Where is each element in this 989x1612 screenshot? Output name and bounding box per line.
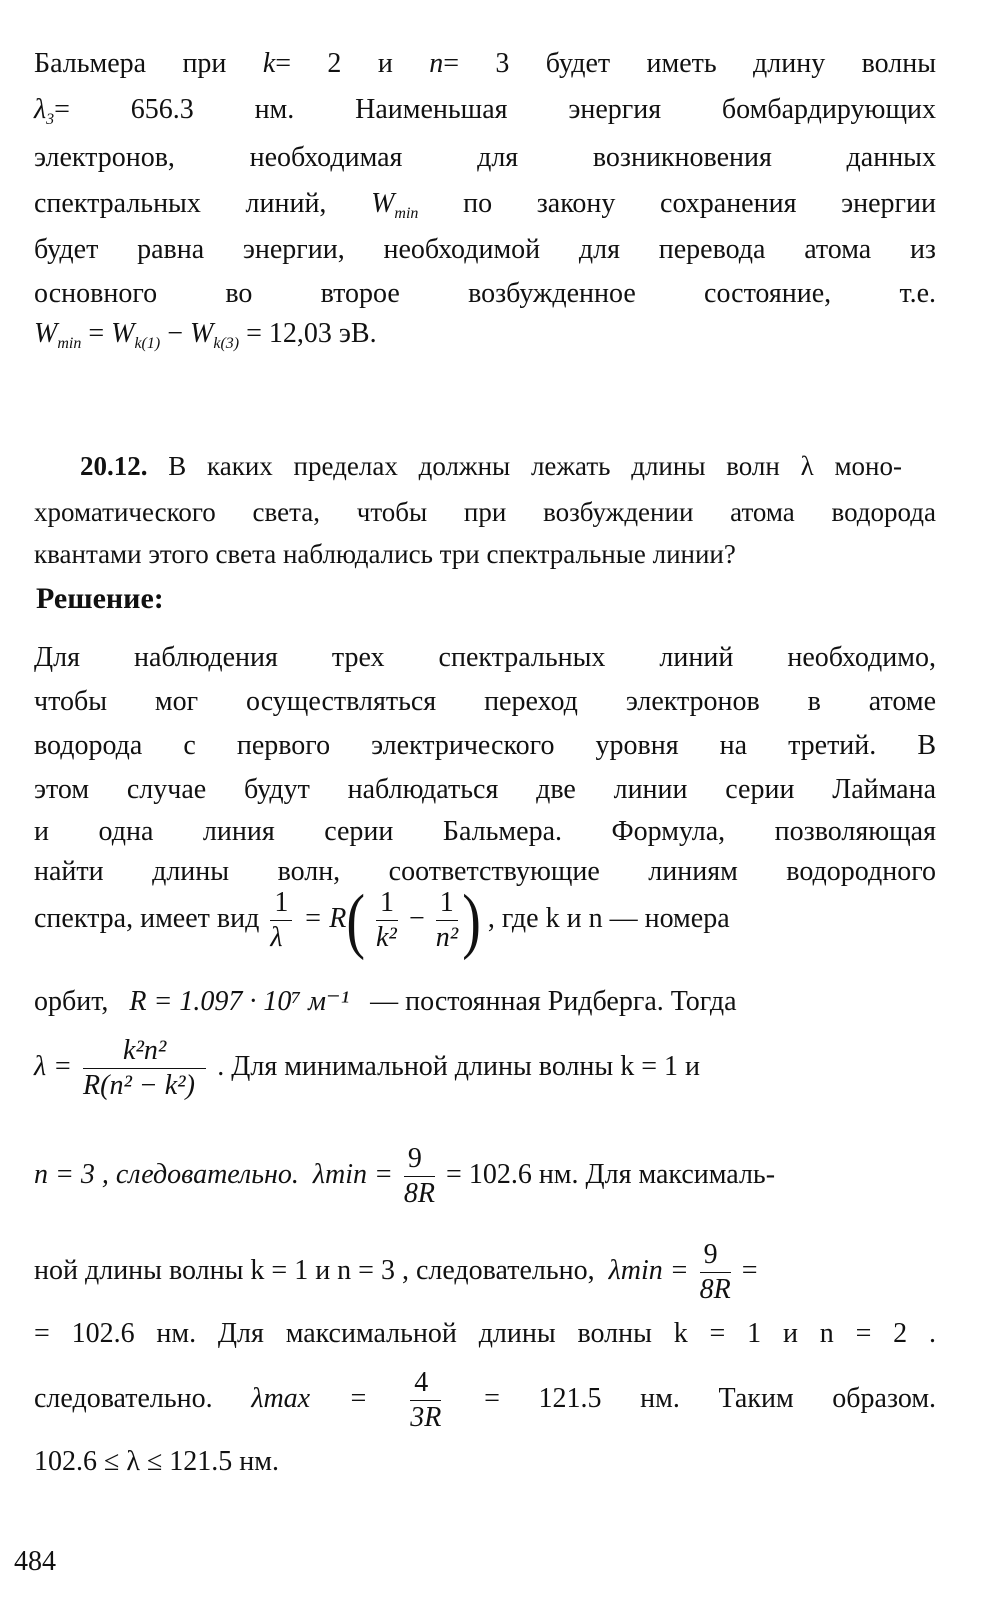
prev-line-3: электронов, необходимая для возникновения данных — [34, 142, 936, 173]
solution-line-13: следовательно. λmax = $\frac{4}{3R}$ = 121.5 нм. Таким образом. — [34, 1367, 937, 1434]
prev-line-1: Бальмера при k= 2 и n= 3 будет иметь длину волны — [34, 48, 937, 79]
solution-line-12: = 102.6 нм. Для максимальной длины волны k = 1 и n = 2 . — [34, 1318, 936, 1349]
formula-rydberg: $\frac{1}{\lambda}$ — [270, 886, 292, 955]
solution-line-7: спектра, имеет вид $\frac{1}{\lambda}$ = R( $\frac{1}{\text{k²}}$ − $\frac{1}{\text{n²}}$ ) , где k и n — номера — [34, 880, 730, 961]
solution-line-14: 102.6 ≤ λ ≤ 121.5 нм. — [34, 1446, 280, 1477]
page-number: 484 — [14, 1546, 56, 1577]
solution-line-5: и одна линия серии Бальмера. Формула, позволяющая — [34, 816, 936, 847]
prev-line-4: спектральных линий, $W_{min}$ по закону сохранения энергии — [34, 188, 936, 222]
problem-line-1: 20.12. В каких пределах должны лежать длины волн λ моно- — [80, 451, 902, 481]
solution-line-2: чтобы мог осуществляться переход электронов в атоме — [34, 686, 936, 717]
formula-wavelength: $\frac{\text{k²n²}}{\text{R(n² − k²)}}$ — [83, 1034, 206, 1103]
solution-line-11: ной длины волны k = 1 и n = 3 , следовательно, λmin = $\frac{9}{8R}$ = — [34, 1239, 758, 1306]
prev-line-6: основного во второе возбужденное состояние, т.е. — [34, 278, 936, 309]
problem-number: 20.12. — [80, 451, 148, 481]
solution-line-1: Для наблюдения трех спектральных линий необходимо, — [34, 642, 936, 673]
solution-line-4: этом случае будут наблюдаться две линии серии Лаймана — [34, 774, 936, 805]
solution-line-6: найти длины волн, соответствующие линиям водородного — [34, 856, 936, 887]
solution-line-10: n = 3 , следовательно. λmin = $\frac{9}{8R}$ = 102.6 нм. Для максималь- — [34, 1143, 776, 1210]
solution-line-9: λ = $\frac{\text{k²n²}}{\text{R(n² − k²)}}$ . Для минимальной длины волны k = 1 и — [34, 1035, 700, 1102]
prev-line-2: $\lambda_3= 656.3$ нм. Наименьшая энергия бомбардирующих — [34, 94, 936, 128]
solution-heading: Решение: — [36, 582, 164, 615]
problem-line-3: квантами этого света наблюдались три спектральные линии? — [34, 539, 736, 569]
problem-line-2: хроматического света, чтобы при возбуждении атома водорода — [34, 497, 936, 527]
solution-line-8: орбит, R = 1.097 · 10⁷ м⁻¹ — постоянная Ридберга. Тогда — [34, 986, 737, 1017]
prev-line-5: будет равна энергии, необходимой для перевода атома из — [34, 234, 936, 265]
solution-line-3: водорода с первого электрического уровня на третий. В — [34, 730, 936, 761]
prev-line-7: $W_{min} = W_{k(1)} - W_{k(3)} = 12,03$ эВ. — [34, 318, 377, 352]
